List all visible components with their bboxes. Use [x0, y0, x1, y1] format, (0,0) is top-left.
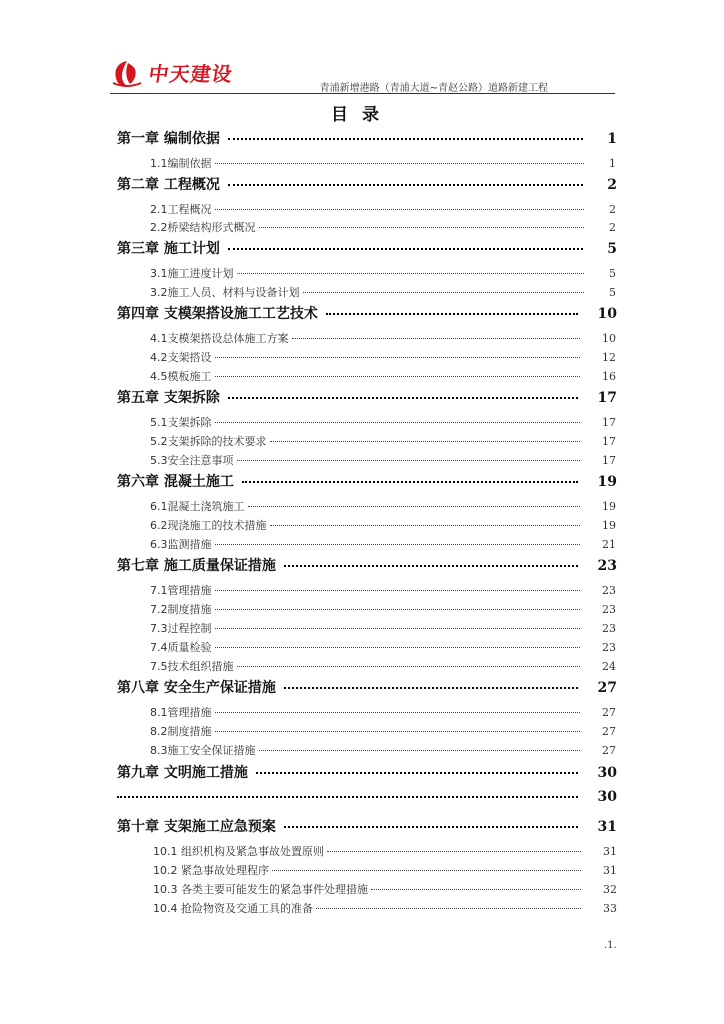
toc-leader-dots: [272, 870, 581, 871]
toc-section-label: 3.1施工进度计划: [150, 267, 234, 280]
toc-leader-dots: [228, 184, 583, 186]
toc-page-number: 17: [597, 390, 617, 406]
toc-leader-dots: [242, 481, 578, 483]
footer-page-number: .1.: [604, 940, 617, 951]
toc-page-number: 19: [602, 519, 616, 532]
toc-section-4-2[interactable]: [150, 349, 616, 365]
toc-section-2-1[interactable]: [150, 201, 616, 217]
toc-page-number: 24: [602, 660, 616, 673]
toc-leader-dots: [237, 460, 581, 461]
toc-chapter-label: 第三章 施工计划: [117, 241, 220, 257]
toc-section-label: 10.2 紧急事故处理程序: [153, 864, 269, 877]
toc-section-7-2[interactable]: [150, 601, 616, 617]
toc-leader-dots: [117, 796, 578, 798]
toc-section-8-3[interactable]: [150, 742, 616, 758]
toc-leader-dots: [371, 889, 581, 890]
toc-section-label: 8.1管理措施: [150, 706, 212, 719]
toc-leader-dots: [270, 525, 581, 526]
toc-page-number: 1: [609, 157, 616, 170]
toc-page-number: 10: [602, 332, 616, 345]
toc-leader-dots: [237, 273, 585, 274]
toc-leader-dots: [292, 338, 581, 339]
toc-section-label: 4.1支模架搭设总体施工方案: [150, 332, 289, 345]
toc-page-number: 23: [602, 584, 616, 597]
toc-section-label: 2.2桥梁结构形式概况: [150, 221, 256, 234]
toc-page-number: 12: [602, 351, 616, 364]
toc-page-number: 16: [602, 370, 616, 383]
toc-leader-dots: [327, 851, 581, 852]
toc-leader-dots: [215, 731, 581, 732]
toc-leader-dots: [270, 441, 581, 442]
toc-chapter-7[interactable]: [117, 555, 617, 575]
toc-leader-dots: [215, 376, 581, 377]
toc-section-4-5[interactable]: [150, 368, 616, 384]
toc-section-label: 8.3施工安全保证措施: [150, 744, 256, 757]
toc-leader-dots: [237, 666, 581, 667]
toc-leader-dots: [259, 227, 585, 228]
toc-section-10-2[interactable]: [153, 862, 617, 878]
toc-page-number: 17: [602, 454, 616, 467]
toc-chapter-9[interactable]: [117, 762, 617, 782]
toc-leader-dots: [228, 138, 583, 140]
toc-section-label: 10.1 组织机构及紧急事故处置原则: [153, 845, 324, 858]
toc-page-number: 31: [603, 864, 617, 877]
company-logo: [111, 58, 233, 87]
toc-page-number: 10: [597, 306, 617, 322]
toc-section-6-3[interactable]: [150, 536, 616, 552]
toc-chapter-6[interactable]: [117, 471, 617, 491]
toc-leader-dots: [256, 772, 578, 774]
toc-page-number: 2: [609, 221, 616, 234]
toc-chapter-label: 第七章 施工质量保证措施: [117, 558, 276, 574]
toc-section-label: 7.3过程控制: [150, 622, 212, 635]
toc-leader-dots: [284, 565, 578, 567]
toc-section-3-2[interactable]: [150, 284, 616, 300]
toc-section-label: 1.1编制依据: [150, 157, 212, 170]
toc-section-label: 6.3监测措施: [150, 538, 212, 551]
toc-leader-dots: [215, 712, 581, 713]
toc-chapter-2[interactable]: [117, 174, 617, 194]
toc-leader-dots: [215, 422, 581, 423]
toc-section-label: 3.2施工人员、材料与设备计划: [150, 286, 300, 299]
toc-chapter-label: 第二章 工程概况: [117, 177, 220, 193]
toc-section-label: 7.5技术组织措施: [150, 660, 234, 673]
toc-page-number: 2: [607, 177, 617, 193]
toc-page-number: 30: [597, 765, 617, 781]
toc-leader-dots: [215, 209, 585, 210]
toc-section-6-1[interactable]: [150, 498, 616, 514]
toc-chapter-5[interactable]: [117, 387, 617, 407]
toc-section-label: 6.1混凝土浇筑施工: [150, 500, 245, 513]
toc-chapter-1[interactable]: [117, 128, 617, 148]
logo-text: 中天建设: [147, 62, 235, 86]
toc-chapter-label: 第十章 支架施工应急预案: [117, 819, 276, 835]
toc-page-number: 5: [609, 286, 616, 299]
toc-leader-dots: [215, 163, 585, 164]
toc-chapter-10[interactable]: [117, 816, 617, 836]
toc-chapter-3[interactable]: [117, 238, 617, 258]
toc-chapter-8[interactable]: [117, 677, 617, 697]
toc-section-label: 4.5模板施工: [150, 370, 212, 383]
toc-page-number: 17: [602, 435, 616, 448]
toc-section-5-2[interactable]: [150, 433, 616, 449]
toc-section-label: 6.2现浇施工的技术措施: [150, 519, 267, 532]
toc-section-5-1[interactable]: [150, 414, 616, 430]
toc-leader-dots: [259, 750, 581, 751]
toc-page-number: 27: [602, 706, 616, 719]
toc-page-number: 21: [602, 538, 616, 551]
toc-section-10-1[interactable]: [153, 843, 617, 859]
toc-page-number: 27: [602, 744, 616, 757]
toc-title: 目录: [331, 105, 393, 125]
toc-page-number: 32: [603, 883, 617, 896]
toc-section-3-1[interactable]: [150, 265, 616, 281]
toc-leader-dots: [326, 313, 578, 315]
project-title: 青浦新增港路（青浦大道~青赵公路）道路新建工程: [319, 83, 548, 94]
toc-page-number: 2: [609, 203, 616, 216]
toc-page-number: 31: [603, 845, 617, 858]
toc-page-number: 23: [602, 641, 616, 654]
toc-section-label: 5.3安全注意事项: [150, 454, 234, 467]
toc-section-10-3[interactable]: [153, 881, 617, 897]
toc-leader-dots: [248, 506, 581, 507]
toc-leader-dots: [284, 687, 578, 689]
toc-page-number: 23: [602, 622, 616, 635]
toc-section-7-5[interactable]: [150, 658, 616, 674]
toc-page-number: 31: [597, 819, 617, 835]
toc-section-7-4[interactable]: [150, 639, 616, 655]
toc-leader-dots: [316, 908, 581, 909]
toc-leader-dots: [215, 357, 581, 358]
toc-chapter-label: 第一章 编制依据: [117, 131, 220, 147]
toc-section-10-4[interactable]: [153, 900, 617, 916]
toc-page-number: 27: [602, 725, 616, 738]
toc-page-number: 23: [602, 603, 616, 616]
toc-page-number: 5: [609, 267, 616, 280]
toc-section-5-3[interactable]: [150, 452, 616, 468]
toc-section-8-2[interactable]: [150, 723, 616, 739]
toc-leader-dots: [303, 292, 585, 293]
toc-section-7-3[interactable]: [150, 620, 616, 636]
toc-page-number: 27: [597, 680, 617, 696]
toc-leader-dots: [215, 609, 581, 610]
toc-leader-dots: [215, 544, 581, 545]
toc-leader-dots: [215, 647, 581, 648]
toc-chapter-label: 第五章 支架拆除: [117, 390, 220, 406]
toc-page-number: 19: [597, 474, 617, 490]
toc-page-number: 1: [607, 131, 617, 147]
toc-page-number: 5: [607, 241, 617, 257]
toc-page-number: 23: [597, 558, 617, 574]
toc-section-4-1[interactable]: [150, 330, 616, 346]
logo-emblem-icon: [111, 59, 143, 87]
toc-section-label: 7.2制度措施: [150, 603, 212, 616]
toc-chapter-label: 第六章 混凝土施工: [117, 474, 234, 490]
toc-section-label: 2.1工程概况: [150, 203, 212, 216]
toc-chapter-label: 第八章 安全生产保证措施: [117, 680, 276, 696]
header-divider: [110, 93, 615, 94]
toc-section-2-2[interactable]: [150, 219, 616, 235]
toc-leader-dots: [215, 628, 581, 629]
toc-chapter-label: 第九章 文明施工措施: [117, 765, 248, 781]
toc-leader-dots: [215, 590, 581, 591]
toc-section-label: 4.2支架搭设: [150, 351, 212, 364]
toc-page-number: 19: [602, 500, 616, 513]
toc-section-8-1[interactable]: [150, 704, 616, 720]
toc-section-7-1[interactable]: [150, 582, 616, 598]
toc-chapter-label: 第四章 支模架搭设施工工艺技术: [117, 306, 318, 322]
toc-section-label: 10.4 抢险物资及交通工具的准备: [153, 902, 313, 915]
toc-page-number: 17: [602, 416, 616, 429]
toc-section-label: 5.1支架拆除: [150, 416, 212, 429]
toc-section-label: 10.3 各类主要可能发生的紧急事件处理措施: [153, 883, 368, 896]
toc-leader-dots: [228, 397, 578, 399]
toc-section-label: 8.2制度措施: [150, 725, 212, 738]
toc-chapter-9-continuation[interactable]: [117, 789, 617, 805]
toc-leader-dots: [284, 826, 578, 828]
toc-section-label: 7.1管理措施: [150, 584, 212, 597]
toc-page-number: 33: [603, 902, 617, 915]
toc-leader-dots: [228, 248, 583, 250]
toc-section-label: 5.2支架拆除的技术要求: [150, 435, 267, 448]
toc-page-number: 30: [597, 789, 617, 805]
toc-section-label: 7.4质量检验: [150, 641, 212, 654]
toc-chapter-4[interactable]: [117, 303, 617, 323]
toc-section-1-1[interactable]: [150, 155, 616, 171]
toc-section-6-2[interactable]: [150, 517, 616, 533]
